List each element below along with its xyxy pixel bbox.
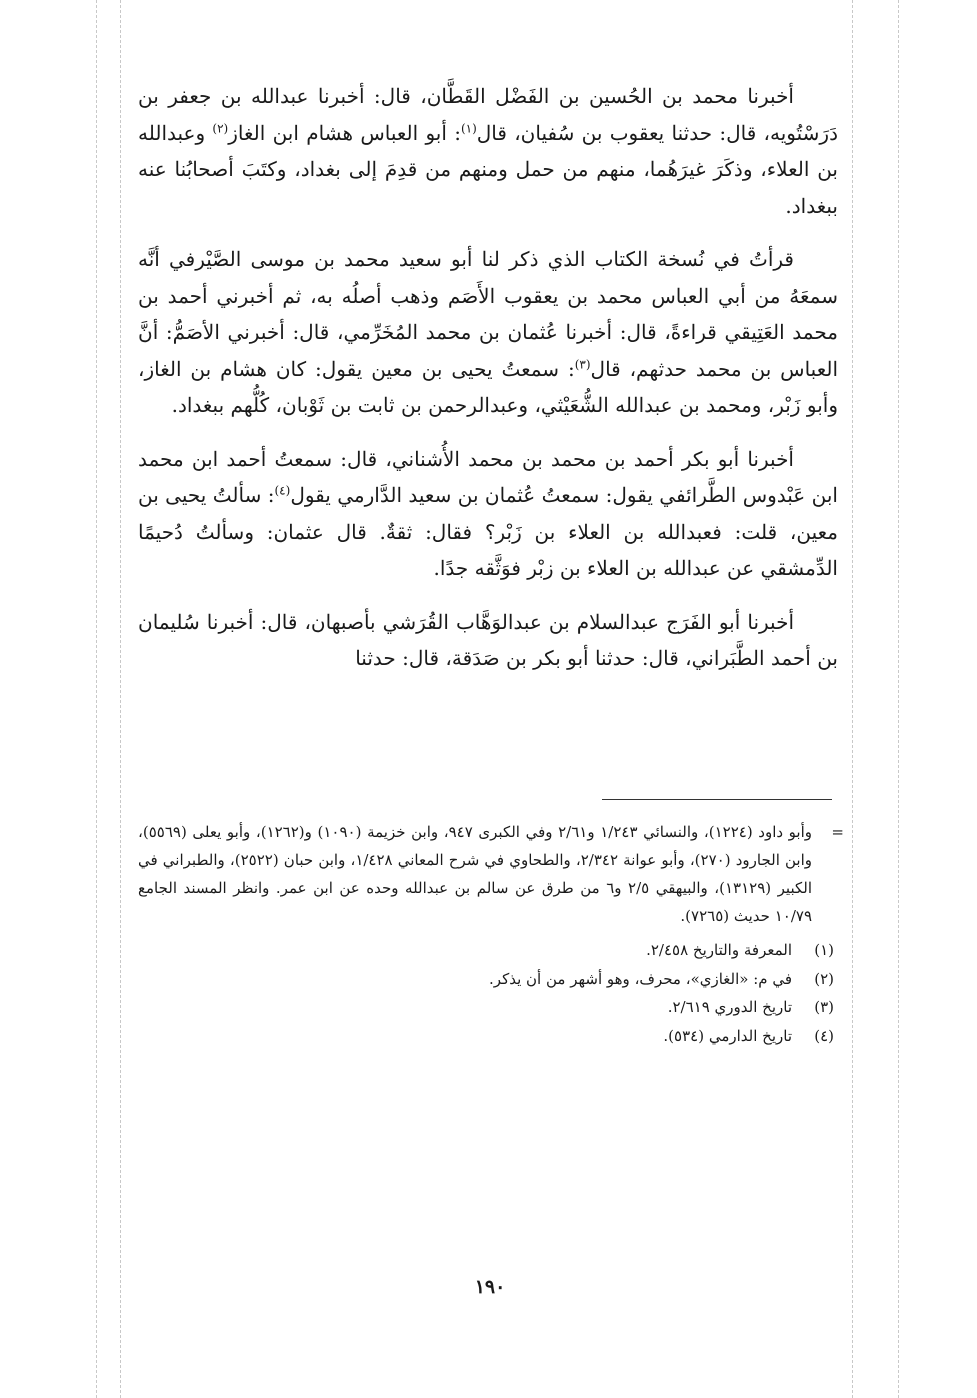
- paragraph-2-text-a: قرأتُ في نُسخة الكتاب الذي ذكر لنا أبو سعيد محمد بن موسى الصَّيْرفي أنَّه سمعَهُ من أبي العباس محمد بن يعقوب الأَصَم وذهب أصلُه به، ثم أخبرني أحمد بن محمد العَتِيقي قراءةً، قال: أخبرنا عُثمان بن محمد المُخَرِّمي، قال: أخبرني الأصَمُّ: أنَّ العباس بن محمد حدثهم، قال: [138, 247, 839, 381]
- footnote-ref-4: (٤): [274, 483, 291, 498]
- margin-guide-left-outer: [96, 0, 97, 1398]
- main-text: [138, 78, 838, 694]
- footnote-4: [138, 1022, 834, 1051]
- footnote-ref-2: (٢): [212, 120, 229, 135]
- margin-guide-right-outer: [898, 0, 899, 1398]
- footnote-number: (٢): [814, 969, 834, 988]
- footnote-text: المعرفة والتاريخ ٢/٤٥٨.: [646, 941, 792, 959]
- paragraph-4: [138, 604, 838, 677]
- continuation-mark: =: [831, 823, 844, 841]
- footnote-number: (٣): [814, 998, 834, 1016]
- footnote-text: في م: «الغازي»، محرف، وهو أشهر من أن يذكر.: [489, 969, 792, 988]
- footnote-2: [138, 965, 834, 994]
- footnote-number: (٤): [814, 1026, 834, 1045]
- page-number: ١٩٠: [474, 1276, 506, 1298]
- footnote-separator: [602, 799, 832, 800]
- paragraph-1-text-c: وعبدالله بن العلاء، وذكَرَ غيرَهُما، منهم من حمل ومنهم من قدِمَ إلى بغداد، وكتَبَ أصحابُنا عنه ببغداد.: [138, 120, 838, 218]
- footnote-number: (١): [814, 941, 834, 959]
- paragraph-3-text-b: : سألتُ يحيى بن معين، قلت: فعبدالله بن العلاء بن زَبْر؟ فقال: ثقةٌ. قال عثمان: وسألتُ دُحيمًا الدِّمشقي عن عبدالله بن العلاء بن زبْر فوَثَّقه جدًا.: [138, 483, 838, 580]
- paragraph-1-text-a: أخبرنا محمد بن الحُسين بن الفَضْل القَطَّان، قال: أخبرنا عبدالله بن جعفر بن دَرَسْتُويه، قال: حدثنا يعقوب بن سُفيان، قال: [138, 84, 838, 145]
- footnote-continuation-text: وأبو داود (١٢٢٤)، والنسائي ١/٢٤٣ و٢/٦١ وفي الكبرى ٩٤٧، وابن خزيمة (١٠٩٠) و(١٢٦٢)، وأبو يعلى (٥٥٦٩)، وابن الجارود (٢٧٠)، وأبو عوانة ٢/٣٤٢، والطحاوي في شرح المعاني ١/٤٢٨، وابن حبان (٢٥٢٢)، والطبراني في الكبير (١٣١٢٩)، والبيهقي ٢/٥ و٦ من طرق عن سالم بن عبدالله وحده عن ابن عمر. وانظر المسند الجامع ١٠/٧٩ حديث (٧٢٦٥).: [138, 823, 813, 925]
- paragraph-1: [138, 78, 838, 224]
- paragraph-3: [138, 441, 838, 587]
- margin-guide-left-inner: [120, 0, 121, 1398]
- footnote-text: تاريخ الدارمي (٥٣٤).: [663, 1026, 792, 1045]
- margin-guide-right-inner: [852, 0, 853, 1398]
- footnote-ref-1: (١): [460, 120, 477, 135]
- paragraph-3-text-a: أخبرنا أبو بكر أحمد بن محمد بن محمد الأُشناني، قال: سمعتُ أحمد ابن محمد ابن عَبْدوس الطَّرائفي يقول: سمعتُ عُثمان بن سعيد الدَّارمي يقول: [138, 446, 838, 507]
- footnote-3: [138, 993, 834, 1022]
- footnote-continuation: [138, 818, 844, 930]
- paragraph-2-text-b: : سمعتُ يحيى بن معين يقول: كان هشام بن الغاز، وأبو زَبْر، ومحمد بن عبدالله الشُّعَيْثي، وعبدالرحمن بن ثابت بن ثَوْبان، كُلُّهم ببغداد.: [138, 356, 838, 417]
- footnote-ref-3: (٣): [574, 356, 591, 371]
- paragraph-2: [138, 241, 838, 424]
- footnote-text: تاريخ الدوري ٢/٦١٩.: [667, 998, 792, 1016]
- paragraph-1-text-b: : أبو العباس هشام ابن الغاز: [228, 120, 461, 145]
- footnotes: [138, 818, 844, 1050]
- paragraph-4-text: أخبرنا أبو الفَرَج عبدالسلام بن عبدالوَهَّاب القُرَشي بأصبهان، قال: أخبرنا سُليمان بن أحمد الطَّبَراني، قال: حدثنا أبو بكر بن صَدَقة، قال: حدثنا: [138, 609, 838, 670]
- footnote-1: [138, 936, 834, 965]
